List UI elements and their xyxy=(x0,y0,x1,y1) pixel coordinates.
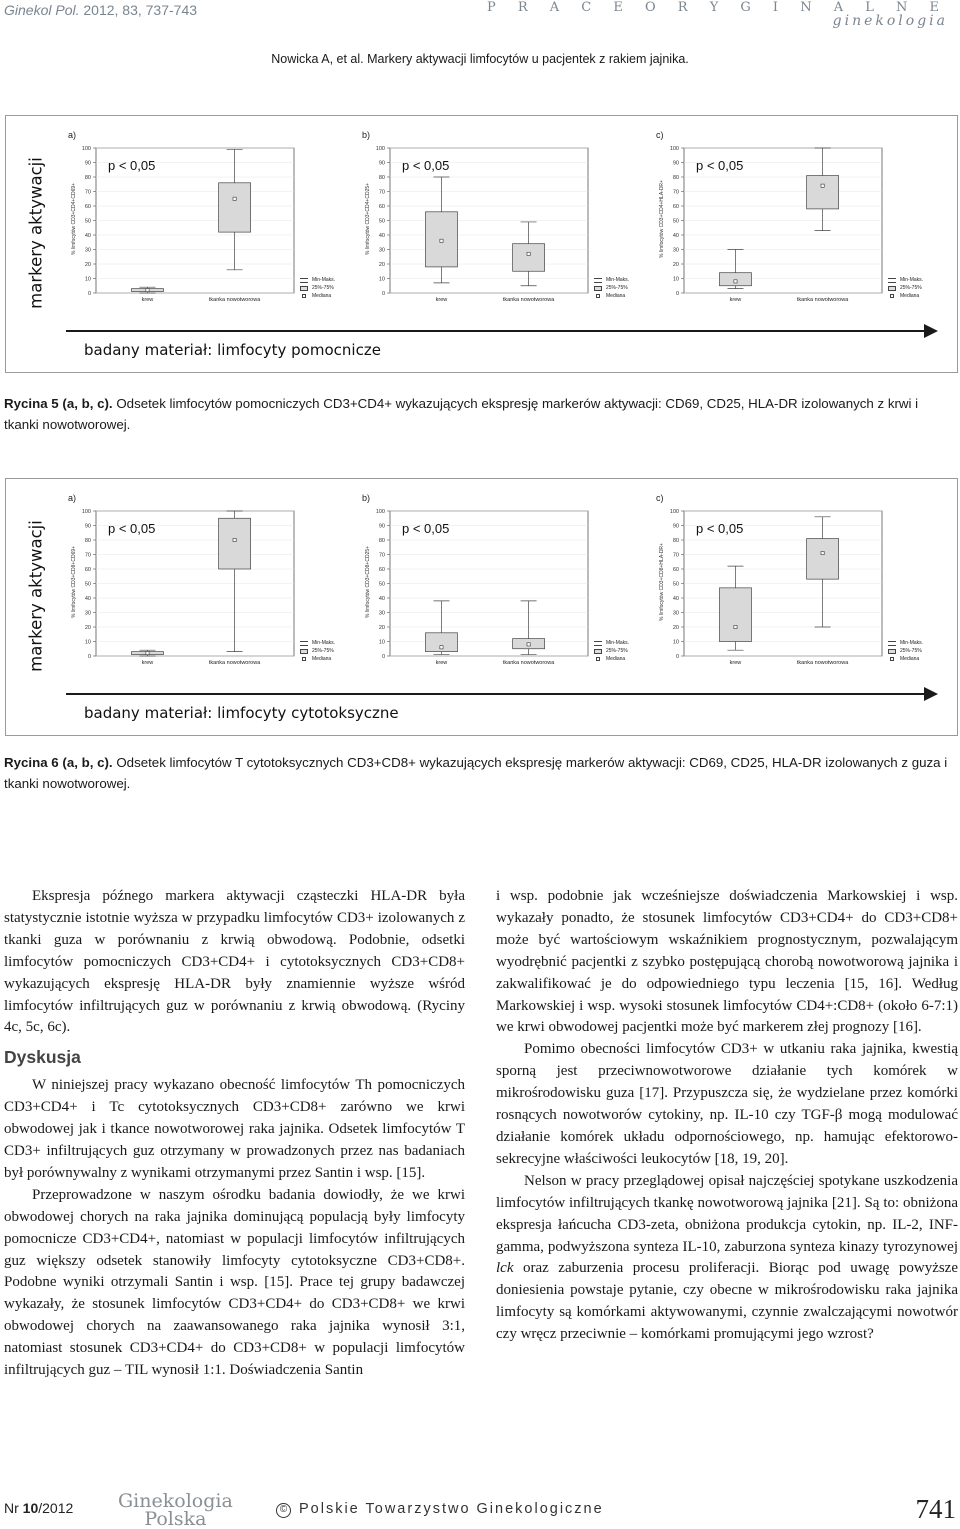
paragraph: W niniejszej pracy wykazano obecność limfocytów Th pomocniczych CD3+CD4+ i Tc cytotoksycznych CD3+CD8+ zarówno we krwi obwodowej jak i tkance nowotworowej raka jajnika. Odsetek limfocytów T CD3+ infiltrujących guz otrzymany w prowadzonych przez nas badaniach był porównywalny z wynikami otrzymanymi przez Santin i wsp. [15]. xyxy=(4,1077,465,1181)
journal-volume: 2012, 83, 737-743 xyxy=(79,2,198,18)
paragraph: Nelson w pracy przeglądowej opisał najczęściej spotykane uszkodzenia limfocytów infiltrujących tkankę nowotworową jajnika [21]. Są to: obniżona ekspresja łańcucha CD3-zeta, obniżona produkcja cytokin, np. IL-2, INF-gamma, podwyższona synteza IL-10, zaburzona synteza kinazy tyrozynowej lck oraz zaburzenia procesu proliferacji. Biorąc pod uwagę powyższe doniesienia powstaje pytanie, czy obecne w mikrośrodowisku raka jajnika limfocyty są komórkami aktywowanymi, czynnie zwalczającymi nowotwór czy wręcz przeciwnie – komórkami promującymi jego wzrost? xyxy=(496,1172,958,1343)
y-axis-label: % limfocytów CD3+CD8+CD25+ xyxy=(365,545,371,619)
legend-entry xyxy=(300,655,335,663)
y-axis-label: % limfocytów CD3+CD4+CD25+ xyxy=(365,182,371,256)
y-tick-label: 90 xyxy=(378,523,385,530)
legend-symbol xyxy=(594,286,602,291)
y-tick-label: 100 xyxy=(81,509,91,515)
y-tick-label: 100 xyxy=(669,509,679,515)
boxplot-panel-c xyxy=(652,493,952,671)
y-tick-label: 70 xyxy=(672,552,679,559)
legend-label: Min-Maks. xyxy=(312,277,336,283)
legend-entry xyxy=(300,647,335,655)
boxplot-panel-b xyxy=(358,493,658,671)
x-category-label: krew xyxy=(729,660,742,666)
y-tick-label: 10 xyxy=(84,276,91,283)
median-marker xyxy=(734,625,737,628)
y-tick-label: 80 xyxy=(672,175,679,181)
y-tick-label: 100 xyxy=(669,146,679,152)
median-marker xyxy=(821,184,824,187)
y-tick-label: 70 xyxy=(378,552,385,559)
paragraph: Przeprowadzone w naszym ośrodku badania dowiodły, że we krwi obwodowej chorych na raka jajnika dominującą populacją były limfocyty pomocnicze CD3+CD4+, natomiast w populacji limfocytów infiltrujących guz większy odsetek stanowiły limfocyty cytotoksyczne CD3+CD8+. Podobne wyniki otrzymali Santin i wsp. [15]. Prace tej grupy badawczej wykazały, że stosunek limfocytów CD3+CD4+ do CD3+CD8+ we krwi obwodowej chorych na zaawansowanego raka jajnika wynosił 3:1, natomiast stosunek CD3+CD4+ do CD3+CD8+ w populacji limfocytów infiltrujących guz – TIL wynosił 1:1. Doświadczenia Santin xyxy=(4,1186,465,1379)
median-marker xyxy=(233,538,236,541)
boxplot-legend xyxy=(594,639,629,663)
figure-6-caption xyxy=(4,752,956,794)
box-iqr xyxy=(719,588,751,642)
paragraph: Pomimo obecności limfocytów CD3+ w utkaniu raka jajnika, kwestią sporną jest przeciwnowotworowe działanie tych komórek w mikrośrodowisku guza [17]. Przypuszcza się, że wydzielane przez komórki rosnących nowotworów cytokiny, np. IL-10 czy TGF-β mogą modulować działanie komórek układu odpornościowego, np. hamując efektorowo-sekrecyjne właściwości leukocytów [18, 19, 20]. xyxy=(496,1041,958,1167)
y-axis-label: % limfocytów CD3+CD8+HLA-DR+ xyxy=(659,543,665,621)
page-number: 741 xyxy=(915,1494,956,1524)
x-category-label: tkanka nowotworowa xyxy=(796,297,849,303)
median-marker xyxy=(440,239,443,242)
median-marker xyxy=(527,643,530,646)
boxplot-legend xyxy=(594,276,629,300)
y-tick-label: 70 xyxy=(378,189,385,196)
y-tick-label: 50 xyxy=(378,218,385,225)
y-tick-label: 0 xyxy=(675,654,679,660)
legend-label: Min-Maks. xyxy=(900,277,924,283)
y-tick-label: 30 xyxy=(84,610,91,617)
figure-vertical-label: markery aktywacji xyxy=(26,157,46,309)
legend-entry xyxy=(888,639,923,647)
y-tick-label: 40 xyxy=(378,596,385,602)
y-tick-label: 20 xyxy=(672,625,679,631)
y-tick-label: 50 xyxy=(84,218,91,225)
y-tick-label: 30 xyxy=(672,610,679,617)
paragraph: Ekspresja późnego markera aktywacji cząsteczki HLA-DR była statystycznie istotnie wyższa w przypadku limfocytów CD3+ izolowanych z tkanki guza w porównaniu z krwią obwodową. Podobnie, odsetki limfocytów pomocniczych CD3+CD4+ i cytotoksycznych CD3+CD8+ wykazujących ekspresję HLA-DR były znamiennie wyższe wśród limfocytów infiltrujących guz w porównaniu z krwią obwodową. (Ryciny 4c, 5c, 6c). xyxy=(4,888,465,1036)
y-axis-label: % limfocytów CD3+CD4+HLA-DR+ xyxy=(659,180,665,258)
legend-label: Mediana xyxy=(900,656,920,662)
legend-symbol xyxy=(302,294,306,298)
y-tick-label: 0 xyxy=(87,291,91,297)
y-tick-label: 100 xyxy=(81,146,91,152)
y-tick-label: 0 xyxy=(381,291,385,297)
y-tick-label: 90 xyxy=(84,523,91,530)
box-iqr xyxy=(219,183,251,232)
y-tick-label: 70 xyxy=(84,189,91,196)
y-tick-label: 90 xyxy=(84,160,91,167)
axis-arrow-line xyxy=(66,693,926,695)
y-tick-label: 30 xyxy=(378,610,385,617)
legend-entry xyxy=(594,284,629,292)
boxplot-legend xyxy=(888,276,923,300)
median-marker xyxy=(233,197,236,200)
y-tick-label: 20 xyxy=(672,262,679,268)
y-tick-label: 50 xyxy=(84,581,91,588)
legend-label: Min-Maks. xyxy=(606,277,630,283)
y-tick-label: 60 xyxy=(84,204,91,210)
x-category-label: tkanka nowotworowa xyxy=(502,660,555,666)
legend-symbol xyxy=(596,657,600,661)
legend-symbol xyxy=(890,294,894,298)
boxplot-panel-a xyxy=(64,493,364,671)
y-tick-label: 0 xyxy=(87,654,91,660)
y-tick-label: 40 xyxy=(672,596,679,602)
legend-entry xyxy=(888,276,923,284)
legend-symbol xyxy=(300,286,308,291)
journal-short-name: ginekologia xyxy=(832,13,948,29)
box-iqr xyxy=(513,244,545,272)
p-value-label: p < 0,05 xyxy=(402,521,450,536)
box-iqr xyxy=(807,176,839,209)
x-category-label: krew xyxy=(435,297,448,303)
p-value-label: p < 0,05 xyxy=(108,521,156,536)
legend-entry xyxy=(300,292,335,300)
legend-entry xyxy=(594,639,629,647)
right-column xyxy=(496,886,958,1346)
journal-logo: Ginekologia Polska xyxy=(118,1490,233,1529)
boxplot-panel-a xyxy=(64,130,364,308)
legend-symbol xyxy=(888,649,896,654)
legend-symbol xyxy=(888,286,896,291)
y-tick-label: 0 xyxy=(675,291,679,297)
legend-label: 25%-75% xyxy=(606,285,628,291)
section-name: P R A C E O R Y G I N A L N E xyxy=(486,0,948,15)
y-tick-label: 40 xyxy=(672,233,679,239)
axis-arrow-line xyxy=(66,330,926,332)
median-marker xyxy=(734,280,737,283)
panel-letter: c) xyxy=(656,130,664,140)
y-tick-label: 80 xyxy=(84,538,91,544)
legend-entry xyxy=(888,655,923,663)
median-marker xyxy=(821,551,824,554)
x-category-label: tkanka nowotworowa xyxy=(502,297,555,303)
society-name: Polskie Towarzystwo Ginekologiczne xyxy=(299,1501,604,1517)
y-tick-label: 40 xyxy=(378,233,385,239)
y-axis-label: % limfocytów CD3+CD8+CD69+ xyxy=(71,545,77,619)
material-label: badany materiał: limfocyty pomocnicze xyxy=(84,341,381,359)
legend-label: 25%-75% xyxy=(900,648,922,654)
paragraph: i wsp. podobnie jak wcześniejsze doświadczenia Markowskiej i wsp. wykazały ponadto, że stosunek limfocytów CD3+CD4+ do CD3+CD8+ może być wartościowym wskaźnikiem prognostycznym, pozwalającym wyodrębnić pacjentki z szybko postępującą chorobą nowotworową jajnika i zakwalifikować je do odpowiedniego typu leczenia [15, 16]. Według Markowskiej i wsp. wysoki stosunek limfocytów CD4+:CD8+ (około 6-7:1) we krwi obwodowej pacjentki może być markerem złej prognozy [16]. xyxy=(496,888,958,1036)
boxplot-panel-b xyxy=(358,130,658,308)
y-tick-label: 90 xyxy=(672,523,679,530)
box-iqr xyxy=(219,518,251,569)
legend-entry xyxy=(888,292,923,300)
copyright-icon: © xyxy=(276,1503,291,1518)
issue-number: Nr 10/2012 xyxy=(4,1500,74,1516)
boxplot-legend xyxy=(300,639,335,663)
panel-letter: b) xyxy=(362,493,371,503)
legend-label: Min-Maks. xyxy=(606,640,630,646)
legend-label: 25%-75% xyxy=(606,648,628,654)
legend-entry xyxy=(594,655,629,663)
copyright-line xyxy=(276,1501,604,1518)
p-value-label: p < 0,05 xyxy=(696,158,744,173)
y-tick-label: 70 xyxy=(84,552,91,559)
legend-symbol xyxy=(300,641,308,646)
legend-symbol xyxy=(890,657,894,661)
y-tick-label: 50 xyxy=(672,581,679,588)
boxplot-panel-c xyxy=(652,130,952,308)
p-value-label: p < 0,05 xyxy=(108,158,156,173)
y-tick-label: 10 xyxy=(378,639,385,646)
legend-entry xyxy=(594,647,629,655)
legend-entry xyxy=(300,276,335,284)
median-marker xyxy=(146,289,149,292)
y-tick-label: 40 xyxy=(84,596,91,602)
y-tick-label: 30 xyxy=(84,247,91,254)
legend-symbol xyxy=(596,294,600,298)
section-heading: Dyskusja xyxy=(4,1047,81,1068)
caption-text: Odsetek limfocytów T cytotoksycznych CD3+CD8+ wykazujących ekspresję markerów aktywacji: CD69, CD25, HLA-DR izolowanych z guza i tkanki nowotworowej. xyxy=(4,755,948,791)
legend-symbol xyxy=(302,657,306,661)
panel-letter: c) xyxy=(656,493,664,503)
y-tick-label: 70 xyxy=(672,189,679,196)
median-marker xyxy=(440,646,443,649)
boxplot-legend xyxy=(888,639,923,663)
legend-entry xyxy=(300,284,335,292)
legend-label: Min-Maks. xyxy=(312,640,336,646)
legend-entry xyxy=(888,284,923,292)
p-value-label: p < 0,05 xyxy=(696,521,744,536)
left-column xyxy=(4,886,465,1382)
figure-5-caption xyxy=(4,393,956,435)
italic-term: lck xyxy=(496,1260,514,1277)
x-category-label: krew xyxy=(729,297,742,303)
y-tick-label: 10 xyxy=(84,639,91,646)
legend-label: Mediana xyxy=(606,293,626,299)
journal-name: Ginekol Pol. xyxy=(4,2,80,18)
panel-letter: b) xyxy=(362,130,371,140)
y-tick-label: 100 xyxy=(375,146,385,152)
legend-label: Min-Maks. xyxy=(900,640,924,646)
y-tick-label: 50 xyxy=(378,581,385,588)
legend-label: 25%-75% xyxy=(312,648,334,654)
legend-label: 25%-75% xyxy=(900,285,922,291)
legend-symbol xyxy=(300,649,308,654)
arrow-head-icon xyxy=(924,687,938,701)
median-marker xyxy=(146,652,149,655)
y-tick-label: 0 xyxy=(381,654,385,660)
y-axis-label: % limfocytów CD3+CD4+CD69+ xyxy=(71,182,77,256)
legend-label: Mediana xyxy=(900,293,920,299)
y-tick-label: 40 xyxy=(84,233,91,239)
y-tick-label: 10 xyxy=(672,276,679,283)
legend-label: Mediana xyxy=(312,293,332,299)
y-tick-label: 20 xyxy=(378,262,385,268)
y-tick-label: 10 xyxy=(378,276,385,283)
arrow-head-icon xyxy=(924,324,938,338)
y-tick-label: 30 xyxy=(672,247,679,254)
boxplot-legend xyxy=(300,276,335,300)
x-category-label: krew xyxy=(435,660,448,666)
y-tick-label: 60 xyxy=(378,567,385,573)
y-tick-label: 80 xyxy=(378,538,385,544)
y-tick-label: 60 xyxy=(672,204,679,210)
panel-letter: a) xyxy=(68,130,77,140)
legend-symbol xyxy=(594,649,602,654)
caption-text: Odsetek limfocytów pomocniczych CD3+CD4+ wykazujących ekspresję markerów aktywacji: CD69, CD25, HLA-DR izolowanych z krwi i tkanki nowotworowej. xyxy=(4,396,919,432)
figure-vertical-label: markery aktywacji xyxy=(26,520,46,672)
x-category-label: tkanka nowotworowa xyxy=(208,297,261,303)
section-header xyxy=(487,0,948,29)
legend-entry xyxy=(300,639,335,647)
y-tick-label: 50 xyxy=(672,218,679,225)
y-tick-label: 60 xyxy=(84,567,91,573)
y-tick-label: 20 xyxy=(84,262,91,268)
y-tick-label: 90 xyxy=(378,160,385,167)
running-title: Nowicka A, et al. Markery aktywacji limfocytów u pacjentek z rakiem jajnika. xyxy=(271,52,689,66)
y-tick-label: 80 xyxy=(84,175,91,181)
figure-5 xyxy=(5,115,958,373)
legend-entry xyxy=(594,292,629,300)
legend-symbol xyxy=(594,278,602,283)
legend-entry xyxy=(888,647,923,655)
x-category-label: krew xyxy=(141,297,154,303)
legend-symbol xyxy=(300,278,308,283)
journal-citation xyxy=(4,2,197,18)
y-tick-label: 80 xyxy=(672,538,679,544)
median-marker xyxy=(527,252,530,255)
figure-6 xyxy=(5,478,958,736)
box-iqr xyxy=(719,273,751,286)
p-value-label: p < 0,05 xyxy=(402,158,450,173)
legend-symbol xyxy=(594,641,602,646)
y-tick-label: 20 xyxy=(378,625,385,631)
y-tick-label: 60 xyxy=(672,567,679,573)
legend-symbol xyxy=(888,278,896,283)
legend-entry xyxy=(594,276,629,284)
legend-symbol xyxy=(888,641,896,646)
x-category-label: tkanka nowotworowa xyxy=(796,660,849,666)
caption-label: Rycina 6 (a, b, c). xyxy=(4,755,113,770)
y-tick-label: 80 xyxy=(378,175,385,181)
y-tick-label: 60 xyxy=(378,204,385,210)
y-tick-label: 100 xyxy=(375,509,385,515)
y-tick-label: 90 xyxy=(672,160,679,167)
y-tick-label: 10 xyxy=(672,639,679,646)
y-tick-label: 30 xyxy=(378,247,385,254)
box-iqr xyxy=(807,539,839,580)
material-label: badany materiał: limfocyty cytotoksyczne xyxy=(84,704,399,722)
x-category-label: tkanka nowotworowa xyxy=(208,660,261,666)
y-tick-label: 20 xyxy=(84,625,91,631)
caption-label: Rycina 5 (a, b, c). xyxy=(4,396,113,411)
legend-label: Mediana xyxy=(312,656,332,662)
x-category-label: krew xyxy=(141,660,154,666)
legend-label: Mediana xyxy=(606,656,626,662)
panel-letter: a) xyxy=(68,493,77,503)
legend-label: 25%-75% xyxy=(312,285,334,291)
